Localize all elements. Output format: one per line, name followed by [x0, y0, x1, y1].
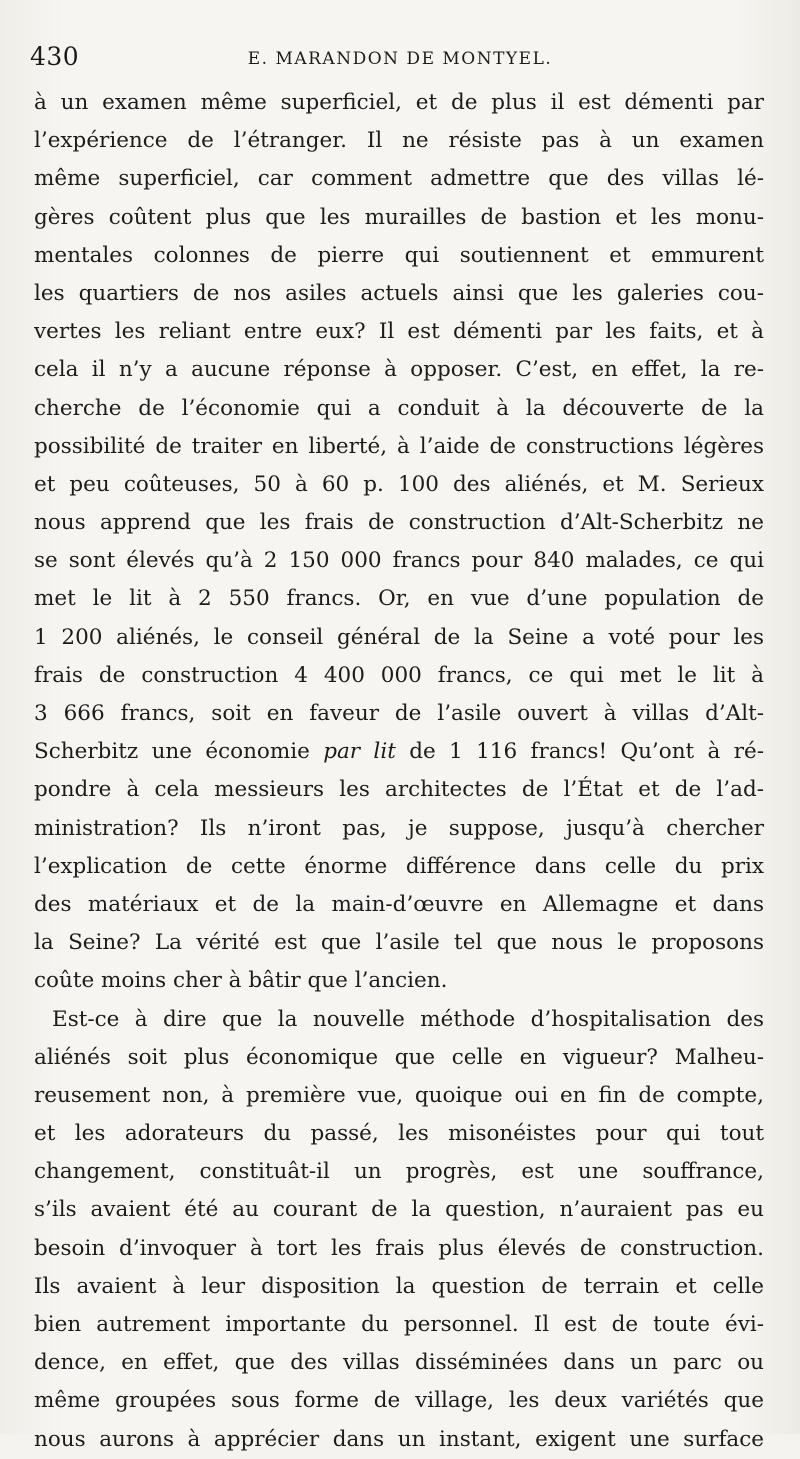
text-line: Est-ce à dire que la nouvelle méthode d’hospitalisation des: [52, 1006, 764, 1032]
text-line: frais de construction 4 400 000 francs, ce qui met le lit à: [34, 662, 764, 688]
text-fragment: de 1 116 francs! Qu’ont à ré-: [395, 739, 764, 765]
text-line: bien autrement importante du personnel. Il est de toute évi-: [34, 1312, 764, 1337]
paragraph-2: [34, 1001, 764, 1459]
page-header: [30, 42, 770, 78]
text-line: la Seine? La vérité est que l’asile tel que nous le proposons: [34, 930, 764, 956]
text-line: s’ils avaient été au courant de la question, n’auraient pas eu: [34, 1197, 764, 1223]
text-line-with-italic: [34, 733, 764, 771]
text-line: pondre à cela messieurs les architectes de l’État et de l’ad-: [34, 777, 764, 803]
text-line: l’expérience de l’étranger. Il ne résiste pas à un examen: [34, 128, 764, 154]
text-line: même groupées sous forme de village, les deux variétés que: [34, 1388, 764, 1414]
text-line: nous aurons à apprécier dans un instant, exigent une surface: [34, 1426, 764, 1452]
text-line: possibilité de traiter en liberté, à l’aide de constructions légères: [34, 433, 764, 459]
text-line: des matériaux et de la main-d’œuvre en Allemagne et dans: [34, 891, 764, 917]
running-head: E. MARANDON DE MONTYEL.: [247, 49, 553, 69]
text-line: Ils avaient à leur disposition la question de terrain et celle: [34, 1273, 764, 1299]
text-line: mentales colonnes de pierre qui soutiennent et emmurent: [34, 242, 764, 268]
text-line: vertes les reliant entre eux? Il est démenti par les faits, et à: [34, 319, 764, 345]
text-line: 3 666 francs, soit en faveur de l’asile ouvert à villas d’Alt-: [34, 701, 764, 726]
page-number: 430: [30, 42, 80, 71]
text-line: se sont élevés qu’à 2 150 000 francs pour 840 malades, ce qui: [34, 548, 764, 574]
text-line: aliénés soit plus économique que celle en vigueur? Malheu-: [34, 1044, 764, 1070]
text-line: 1 200 aliénés, le conseil général de la Seine a voté pour les: [34, 624, 764, 650]
text-line: à un examen même superficiel, et de plus il est démenti par: [34, 90, 764, 115]
paragraph-1: [34, 84, 764, 1001]
italic-emphasis: par lit: [323, 739, 396, 765]
text-line: cela il n’y a aucune réponse à opposer. C’est, en effet, la re-: [34, 357, 764, 383]
text-line: même superficiel, car comment admettre que des villas lé-: [34, 166, 764, 192]
text-line: cherche de l’économie qui a conduit à la découverte de la: [34, 395, 764, 421]
text-line: et les adorateurs du passé, les misonéistes pour qui tout: [34, 1121, 764, 1147]
text-line: les quartiers de nos asiles actuels ainsi que les galeries cou-: [34, 280, 764, 306]
text-line: nous apprend que les frais de construction d’Alt-Scherbitz ne: [34, 510, 764, 536]
text-line: ministration? Ils n’iront pas, je suppose, jusqu’à chercher: [34, 815, 764, 841]
text-line: changement, constituât-il un progrès, est une souffrance,: [34, 1159, 764, 1185]
text-line: et peu coûteuses, 50 à 60 p. 100 des aliénés, et M. Serieux: [34, 471, 764, 497]
text-line: reusement non, à première vue, quoique oui en fin de compte,: [34, 1082, 764, 1108]
text-line: besoin d’invoquer à tort les frais plus élevés de construction.: [34, 1235, 764, 1261]
text-line: gères coûtent plus que les murailles de bastion et les monu-: [34, 204, 764, 230]
text-fragment: Scherbitz une économie: [34, 739, 324, 765]
text-line: met le lit à 2 550 francs. Or, en vue d’une population de: [34, 586, 764, 612]
page-body: [34, 84, 764, 1459]
text-line: l’explication de cette énorme différence dans celle du prix: [34, 853, 764, 879]
text-line: coûte moins cher à bâtir que l’ancien.: [34, 968, 448, 994]
text-line: dence, en effet, que des villas disséminées dans un parc ou: [34, 1350, 764, 1376]
